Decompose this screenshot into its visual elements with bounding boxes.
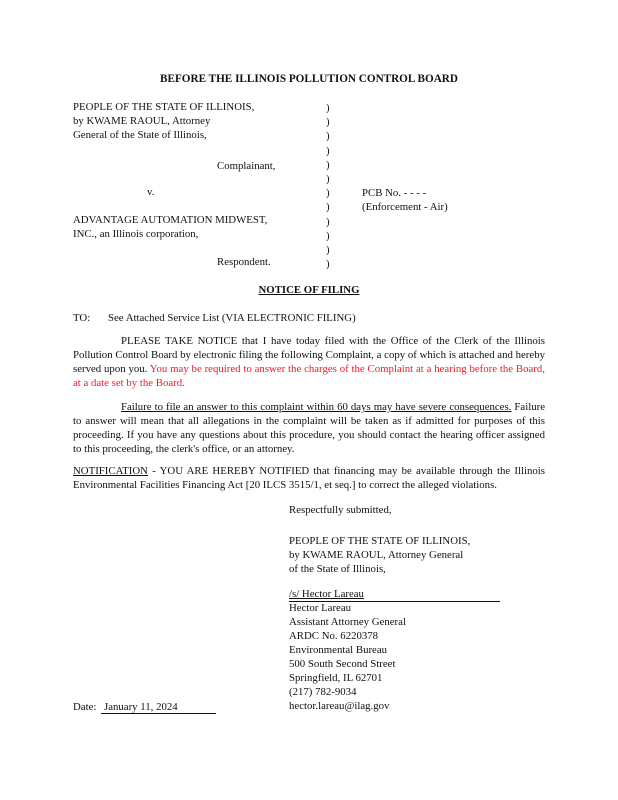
closing: Respectfully submitted,	[289, 504, 392, 516]
notification-paragraph	[73, 464, 545, 492]
defendant-line: ADVANTAGE AUTOMATION MIDWEST,	[73, 214, 268, 226]
paren: )	[326, 102, 330, 114]
date-label: Date:	[73, 701, 97, 713]
notice-title: NOTICE OF FILING	[258, 284, 360, 296]
street-address: 500 South Second Street	[289, 658, 396, 670]
paren: )	[326, 173, 330, 186]
phone-number: (217) 782-9034	[289, 686, 357, 698]
pcb-number: PCB No. - - - -	[362, 187, 427, 199]
plaintiff-line: by KWAME RAOUL, Attorney	[73, 115, 211, 127]
party-line: of the State of Illinois,	[289, 563, 386, 575]
paren: )	[326, 130, 330, 143]
paren: )	[326, 229, 330, 242]
electronic-signature: /s/ Hector Lareau	[289, 588, 364, 600]
defendant-block	[73, 213, 267, 241]
respondent-label: Respondent.	[217, 256, 271, 268]
signature-line	[289, 587, 500, 602]
versus: v.	[147, 186, 155, 198]
paren: )	[326, 116, 330, 129]
to-text: See Attached Service List (VIA ELECTRONIC FILING)	[108, 312, 356, 324]
bureau: Environmental Bureau	[289, 644, 388, 656]
defendant-line: INC., an Illinois corporation,	[73, 228, 199, 240]
plaintiff-block	[73, 100, 254, 142]
notification-label: NOTIFICATION	[73, 465, 148, 477]
caption-paren-column	[326, 101, 330, 271]
notification-text: - YOU ARE HEREBY NOTIFIED that financing may be available through the Illinois Environmental Facilities Financing Act [20 ILCS 3515/1, et seq.] to correct the alleged violations.	[73, 465, 545, 491]
hearing-warning: You may be required to answer the charges of the Complaint at a hearing before the Board, at a date set by the Board.	[73, 363, 545, 389]
paren: )	[326, 144, 330, 157]
notice-paragraph	[73, 334, 545, 390]
attorney-title: Assistant Attorney General	[289, 616, 406, 628]
notice-text: PLEASE TAKE NOTICE that I have today filed with the Office of the Clerk of the Illinois Pollution Control Board by electronic filing the following Complaint, a copy of which is attached and hereby served upon you.	[73, 335, 545, 375]
plaintiff-line: PEOPLE OF THE STATE OF ILLINOIS,	[73, 101, 255, 113]
paren: )	[326, 201, 330, 214]
date-value: January 11, 2024	[104, 701, 178, 713]
consequences-warning: Failure to file an answer to this complaint within 60 days may have severe consequences.	[121, 401, 512, 413]
complainant-label: Complainant,	[217, 160, 276, 172]
enforcement-type: (Enforcement - Air)	[362, 201, 448, 213]
signature-party	[289, 534, 470, 576]
plaintiff-line: General of the State of Illinois,	[73, 129, 207, 141]
paren: )	[326, 158, 330, 171]
attorney-details	[289, 601, 406, 713]
ardc-number: ARDC No. 6220378	[289, 630, 379, 642]
paren: )	[326, 244, 330, 257]
consequences-paragraph	[73, 400, 545, 456]
email-address: hector.lareau@ilag.gov	[289, 700, 390, 712]
paren: )	[326, 215, 330, 228]
to-label: TO:	[73, 312, 91, 324]
consequences-text: Failure to answer will mean that all allegations in the complaint will be taken as if admitted for purposes of this proceeding. If you have any questions about this procedure, you should contact the hearing officer assigned to this proceeding, the clerk's office, or an attorney.	[73, 401, 545, 455]
court-heading: BEFORE THE ILLINOIS POLLUTION CONTROL BOARD	[160, 73, 458, 85]
paren: )	[326, 258, 330, 271]
party-line: by KWAME RAOUL, Attorney General	[289, 549, 464, 561]
attorney-name: Hector Lareau	[289, 602, 352, 614]
paren: )	[326, 187, 330, 200]
date-line	[101, 700, 216, 714]
party-line: PEOPLE OF THE STATE OF ILLINOIS,	[289, 535, 471, 547]
city-state-zip: Springfield, IL 62701	[289, 672, 383, 684]
